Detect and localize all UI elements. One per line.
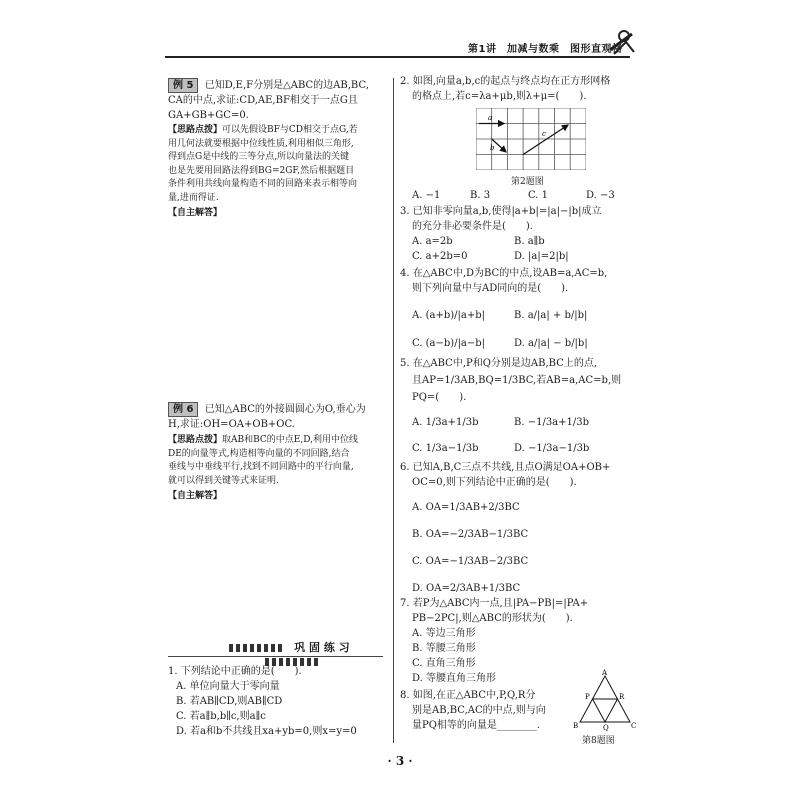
question-1 xyxy=(168,664,357,739)
question-stem: 3. 已知非零向量a,b,使得|a+b|=|a|−|b|成立 xyxy=(400,206,602,217)
q5-options xyxy=(412,410,589,462)
question-stem: 则下列向量中与AD同向的是( ). xyxy=(412,283,569,294)
figure-caption: 第2题图 xyxy=(511,177,544,187)
example-6-hint xyxy=(168,434,358,504)
vertex-label-a: A xyxy=(602,669,608,677)
question-5 xyxy=(400,355,621,406)
option: D. 若a和b不共线且xa+yb=0,则x=y=0 xyxy=(176,726,357,737)
hint-title: 【思路点拨】 xyxy=(168,435,223,445)
option: B. −1/3a+1/3b xyxy=(514,417,590,428)
option: C. 1 xyxy=(528,190,549,201)
option: B. 等腰三角形 xyxy=(412,643,476,654)
hint-line: 可以先假设BF与CD相交于点G,若 xyxy=(222,125,358,135)
option: D. −1/3a−1/3b xyxy=(514,443,590,454)
banner-rule xyxy=(168,656,383,657)
ex5-line: GA+GB+GC=0. xyxy=(168,110,249,121)
option: B. a/|a| + b/|b| xyxy=(514,310,588,321)
option: D. a/|a| − b/|b| xyxy=(514,338,588,349)
option: C. OA=−1/3AB−2/3BC xyxy=(412,556,529,567)
figure-caption: 第8题图 xyxy=(582,736,615,746)
ex6-line: H,求证:OH=OA+OB+OC. xyxy=(168,419,295,430)
option: C. a+2b=0 xyxy=(412,251,468,262)
vertex-label-q: Q xyxy=(603,724,609,732)
option: A. 等边三角形 xyxy=(412,628,476,639)
header-rule xyxy=(165,56,630,58)
vector-label-b: b xyxy=(490,144,495,152)
q8-triangle-figure xyxy=(572,668,638,736)
question-stem: 别是AB,BC,AC的中点,则与向 xyxy=(412,705,546,716)
option: A. 1/3a+1/3b xyxy=(412,417,479,428)
question-stem: 7. 若P为△ABC内一点,且|PA−PB|=|PA+ xyxy=(400,598,589,609)
question-4 xyxy=(400,266,607,296)
vertex-label-r: R xyxy=(619,693,625,701)
question-stem: 2. 如图,向量a,b,c的起点与终点均在正方形网格 xyxy=(400,76,611,87)
question-stem: 8. 如图,在正△ABC中,P,Q,R分 xyxy=(400,690,536,701)
hint-line: 也是先要用回路法得到BG=2GF,然后根据题目 xyxy=(168,165,355,176)
question-stem: 的格点上,若c=λa+μb,则λ+μ=( ). xyxy=(412,91,587,102)
hint-line: 取AB和BC的中点E,D,利用中位线 xyxy=(222,435,358,445)
question-stem: 的充分非必要条件是( ). xyxy=(412,221,533,232)
question-2 xyxy=(400,74,610,104)
question-stem: 5. 在△ABC中,P和Q分别是边AB,BC上的点, xyxy=(400,358,598,369)
self-answer-label: 【自主解答】 xyxy=(168,208,223,218)
hint-line: 量,进而得证. xyxy=(168,192,219,203)
question-stem: 6. 已知A,B,C三点不共线,且点O满足OA+OB+ xyxy=(400,462,611,473)
option: D. |a|=2|b| xyxy=(514,251,569,262)
hint-line: 用几何法就要根据中位线性质,利用相似三角形, xyxy=(168,138,354,149)
question-3 xyxy=(400,204,602,264)
vector-label-c: c xyxy=(542,130,546,138)
hint-line: 条件利用共线向量构造不同的回路来表示相等向 xyxy=(168,179,358,189)
question-stem: 且AP=1/3AB,BQ=1/3BC,若AB=a,AC=b,则 xyxy=(412,375,622,386)
ex5-line: CA的中点,求证:CD,AE,BF相交于一点G且 xyxy=(168,95,358,106)
option: A. 单位向量大于零向量 xyxy=(176,681,280,692)
practice-banner xyxy=(205,639,380,653)
option: C. (a−b)/|a−b| xyxy=(412,338,486,349)
option: B. a∥b xyxy=(514,236,545,247)
chapter-header: 第1讲 加减与数乘 图形直观格 xyxy=(468,44,623,55)
option: B. OA=−2/3AB−1/3BC xyxy=(412,529,529,540)
hint-line: 就可以得到关键等式来证明. xyxy=(168,475,279,486)
question-stem: 4. 在△ABC中,D为BC的中点,设AB=a,AC=b, xyxy=(400,268,608,279)
option: A. (a+b)/|a+b| xyxy=(412,310,485,321)
option: C. 直角三角形 xyxy=(412,658,476,669)
hint-title: 【思路点拨】 xyxy=(168,125,223,135)
self-answer-label: 【自主解答】 xyxy=(168,491,223,501)
q4-options xyxy=(412,302,588,358)
hint-line: DE的向量等式,构造相等向量的不同回路,结合 xyxy=(168,448,350,459)
question-stem: 1. 下列结论中正确的是( ). xyxy=(168,666,302,677)
option: B. 3 xyxy=(470,190,491,201)
hint-line: 得到点G是中线的三等分点,所以向量法的关键 xyxy=(168,152,350,162)
option: A. −1 xyxy=(412,190,441,201)
question-7 xyxy=(400,596,588,686)
banner-dots-left xyxy=(229,644,284,652)
q6-options xyxy=(412,494,528,602)
example-5-hint xyxy=(168,124,358,221)
option: D. 等腰直角三角形 xyxy=(412,673,497,684)
question-6 xyxy=(400,460,610,490)
question-stem: PB−2PC|,则△ABC的形状为( ). xyxy=(412,613,573,624)
vertex-label-p: P xyxy=(585,693,590,701)
example-6-tag: 例 6 xyxy=(168,402,198,417)
option: D. OA=2/3AB+1/3BC xyxy=(412,583,521,594)
hint-line: 垂线与中垂线平行,找到不同回路中的平行向量, xyxy=(168,462,354,472)
vertex-label-c: C xyxy=(631,722,637,730)
question-stem: 量PQ相等的向量是________. xyxy=(412,720,541,731)
ex5-line: 已知D,E,F分别是△ABC的边AB,BC, xyxy=(204,80,369,91)
q2-grid-figure xyxy=(476,108,586,174)
question-stem: OC=0,则下列结论中正确的是( ). xyxy=(412,477,577,488)
question-8 xyxy=(400,688,546,733)
practice-title: 巩 固 练 习 xyxy=(294,641,350,654)
q2-options xyxy=(412,188,615,203)
column-divider xyxy=(393,78,394,743)
option: A. a=2b xyxy=(412,236,453,247)
option: C. 1/3a−1/3b xyxy=(412,443,479,454)
example-5 xyxy=(168,78,369,123)
ex6-line: 已知△ABC的外接圆圆心为O,垂心为 xyxy=(204,404,366,415)
vector-label-a: a xyxy=(488,114,493,122)
option: B. 若AB∥CD,则AB∥CD xyxy=(176,696,283,707)
page-number: · 3 · xyxy=(387,754,413,768)
option: A. OA=1/3AB+2/3BC xyxy=(412,502,520,513)
example-5-tag: 例 5 xyxy=(168,78,198,93)
option: D. −3 xyxy=(586,190,615,201)
example-6 xyxy=(168,402,366,432)
option: C. 若a∥b,b∥c,则a∥c xyxy=(176,711,266,722)
question-stem: PQ=( ). xyxy=(412,392,467,403)
vertex-label-b: B xyxy=(573,722,579,730)
